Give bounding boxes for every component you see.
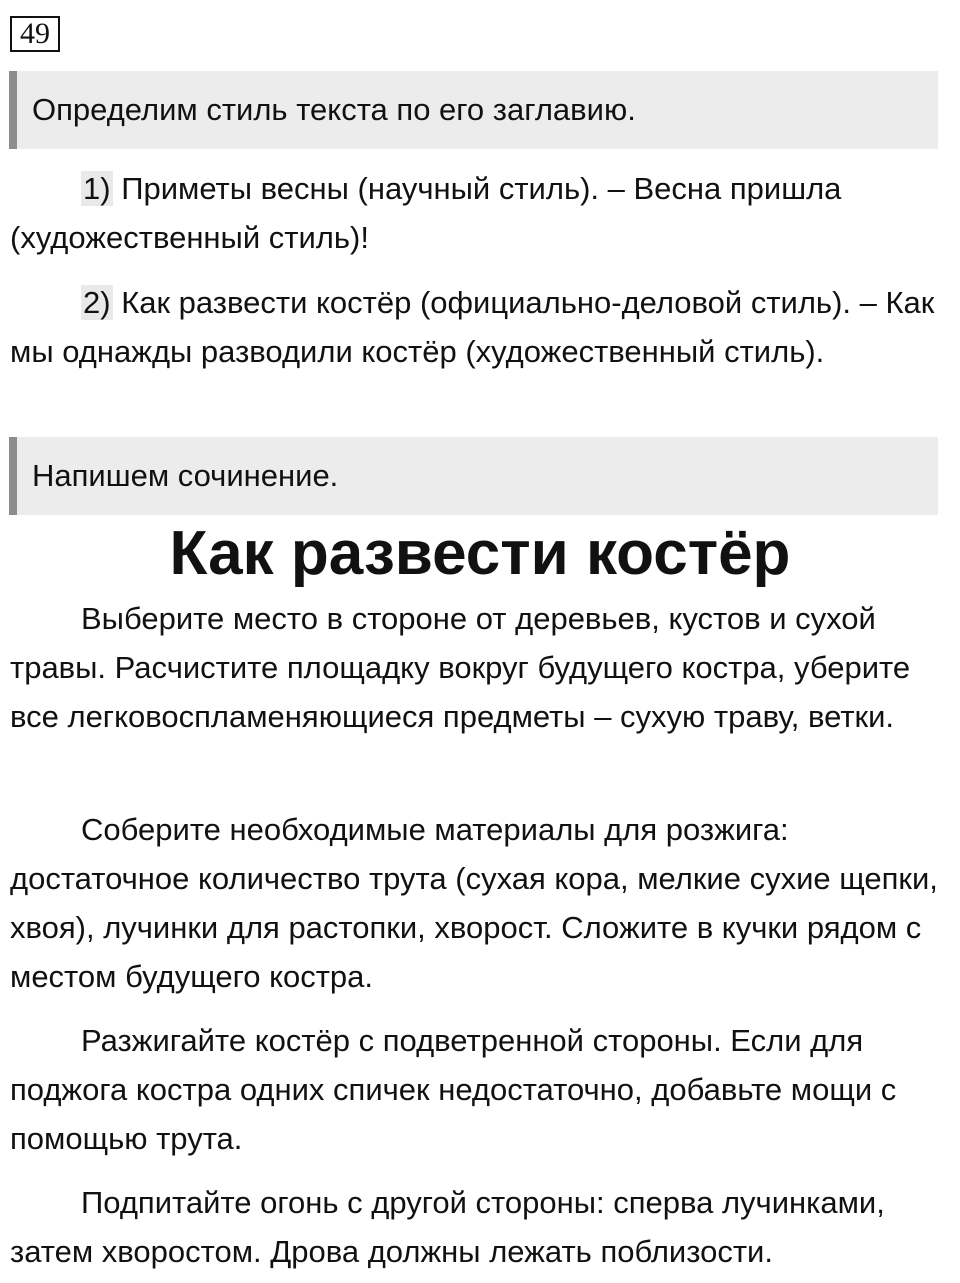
essay-paragraph (10, 594, 954, 741)
essay-paragraph-text: Соберите необходимые материалы для розжига: достаточное количество трута (сухая кора, мелкие сухие щепки, хвоя), лучинки для растопки, хворост. Сложите в кучки рядом с местом будущего костра. (10, 812, 938, 994)
item-text: Как развести костёр (официально-деловой стиль). – Как мы однажды разводили костёр (художественный стиль). (10, 285, 935, 369)
list-item (10, 278, 954, 376)
item-text: Приметы весны (научный стиль). – Весна пришла (художественный стиль)! (10, 171, 842, 255)
item-marker: 2) (83, 285, 111, 320)
essay-title: Как развести костёр (169, 519, 791, 588)
essay-paragraph-text: Разжигайте костёр с подветренной стороны. Если для поджога костра одних спичек недостаточно, добавьте мощи с помощью трута. (10, 1023, 897, 1156)
essay-paragraph-text: Выберите место в стороне от деревьев, кустов и сухой травы. Расчистите площадку вокруг будущего костра, уберите все легковоспламеняющиеся предметы – сухую траву, ветки. (10, 601, 911, 734)
essay-paragraph-text: Подпитайте огонь с другой стороны: сперва лучинками, затем хворостом. Дрова должны лежать поблизости. (10, 1185, 885, 1269)
list-item (10, 164, 954, 262)
essay-paragraph (10, 1178, 954, 1276)
instruction-note-essay: Напишем сочинение. (9, 437, 938, 515)
essay-paragraph (10, 805, 954, 1001)
task-number: 49 (10, 16, 60, 52)
essay-paragraph (10, 1016, 954, 1163)
instruction-note-style: Определим стиль текста по его заглавию. (9, 71, 938, 149)
item-marker: 1) (83, 171, 111, 206)
